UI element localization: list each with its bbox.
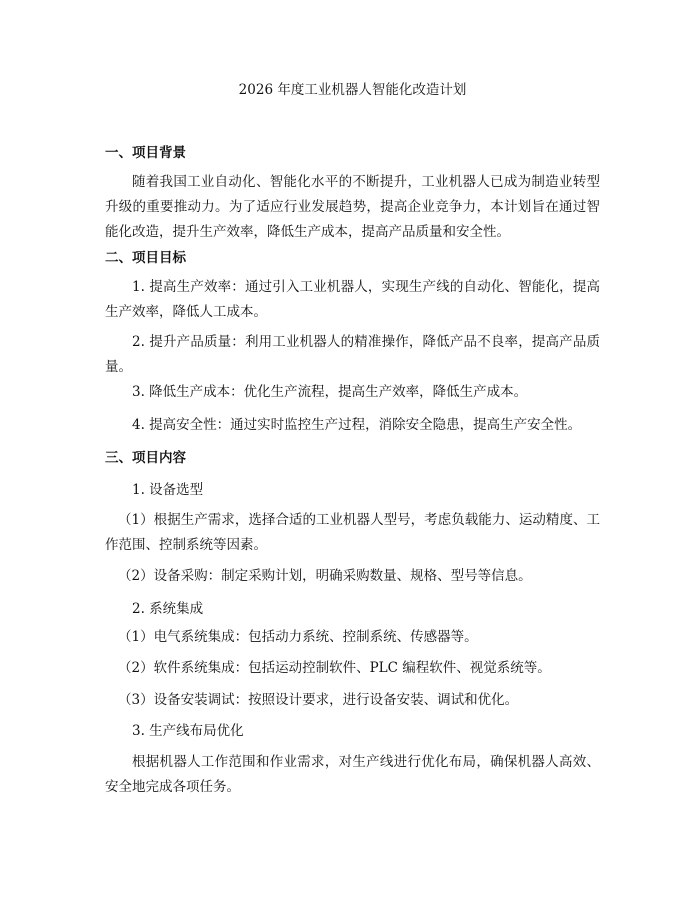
layout-paragraph: 根据机器人工作范围和作业需求，对生产线进行优化布局，确保机器人高效、安全地完成各项任务。 [105, 754, 600, 795]
subsection-title-integration: 2. 系统集成 [132, 601, 204, 617]
integration-item-2: （2）软件系统集成：包括运动控制软件、PLC 编程软件、视觉系统等。 [118, 660, 551, 676]
goal-item-3: 3. 降低生产成本：优化生产流程，提高生产效率，降低生产成本。 [132, 384, 528, 400]
equipment-item-1: （1）根据生产需求，选择合适的工业机器人型号，考虑负载能力、运动精度、工作范围、控制系统等因素。 [105, 512, 600, 553]
integration-item-3: （3）设备安装调试：按照设计要求，进行设备安装、调试和优化。 [118, 692, 519, 708]
goal-item-4: 4. 提高安全性：通过实时监控生产过程，消除安全隐患，提高生产安全性。 [132, 417, 582, 433]
integration-item-1: （1）电气系统集成：包括动力系统、控制系统、传感器等。 [118, 629, 478, 645]
goal-item-1: 1. 提高生产效率：通过引入工业机器人，实现生产线的自动化、智能化，提高生产效率，降低人工成本。 [105, 279, 600, 320]
subsection-title-layout: 3. 生产线布局优化 [132, 723, 244, 739]
equipment-item-2: （2）设备采购：制定采购计划，明确采购数量、规格、型号等信息。 [118, 568, 532, 584]
document-title: 2026 年度工业机器人智能化改造计划 [238, 82, 467, 98]
section-heading-content: 三、项目内容 [105, 450, 186, 466]
section-heading-background: 一、项目背景 [105, 145, 186, 161]
goal-item-2: 2. 提升产品质量：利用工业机器人的精准操作，降低产品不良率，提高产品质量。 [105, 334, 600, 375]
background-paragraph: 随着我国工业自动化、智能化水平的不断提升，工业机器人已成为制造业转型升级的重要推动力。为了适应行业发展趋势，提高企业竞争力，本计划旨在通过智能化改造，提升生产效率，降低生产成本，提高产品质量和安全性。 [105, 174, 600, 240]
subsection-title-equipment: 1. 设备选型 [132, 482, 204, 498]
section-heading-goals: 二、项目目标 [105, 250, 186, 266]
